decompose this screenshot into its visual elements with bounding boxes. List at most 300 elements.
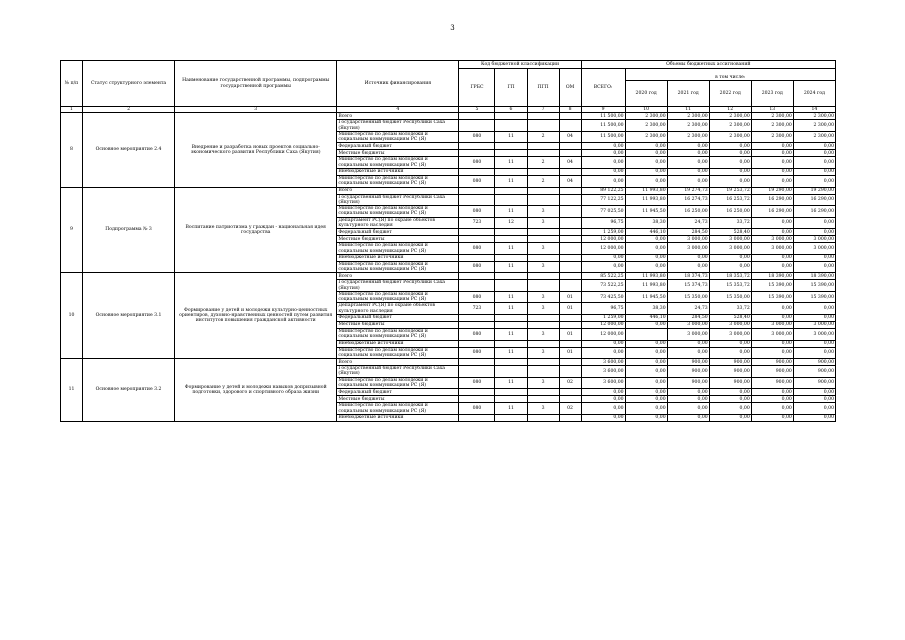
total-value-cell: 0,00 (581, 389, 625, 396)
budget-code-cell: 723 (459, 303, 495, 315)
year-value-cell: 18 374,73 (667, 273, 709, 280)
budget-code-cell: 04 (559, 175, 581, 187)
budget-code-cell (459, 396, 495, 403)
budget-code-cell (459, 280, 495, 292)
total-value-cell: 12 000,00 (581, 329, 625, 341)
year-value-cell: 0,00 (793, 229, 835, 236)
budget-code-cell (495, 414, 527, 421)
column-number: 14 (793, 107, 835, 113)
budget-code-cell (527, 273, 559, 280)
year-value-cell: 3 000,00 (667, 243, 709, 255)
budget-code-cell (527, 389, 559, 396)
funding-source-cell: Внебюджетные источники (337, 340, 459, 347)
budget-code-cell (527, 315, 559, 322)
funding-source-cell: Государственный бюджет Республики Саха (Якутия) (337, 194, 459, 206)
budget-code-cell: 11 (495, 175, 527, 187)
budget-code-cell: 080 (459, 175, 495, 187)
year-value-cell: 0,00 (793, 175, 835, 187)
budget-code-cell (495, 254, 527, 261)
year-value-cell: 0,00 (667, 261, 709, 273)
year-value-cell (625, 329, 667, 341)
program-name-cell: Формирование у детей и молодежи навыков допризывной подготовки, здорового и спортивного образа жизни (175, 359, 337, 422)
budget-code-cell (559, 143, 581, 150)
year-value-cell: 0,00 (625, 340, 667, 347)
budget-code-cell (459, 366, 495, 378)
year-value-cell: 284,50 (667, 229, 709, 236)
year-value-cell: 0,00 (751, 261, 793, 273)
year-value-cell: 900,00 (709, 366, 751, 378)
year-value-cell: 0,00 (667, 414, 709, 421)
funding-source-cell: Внебюджетные источники (337, 414, 459, 421)
budget-code-cell: 11 (495, 347, 527, 359)
year-value-cell: 0,00 (793, 414, 835, 421)
budget-code-cell (495, 168, 527, 175)
year-value-cell: 0,00 (625, 347, 667, 359)
year-value-cell: 0,00 (625, 236, 667, 243)
year-value-cell: 0,00 (751, 303, 793, 315)
year-value-cell: 0,00 (667, 389, 709, 396)
budget-code-cell: 3 (527, 403, 559, 415)
budget-code-cell: 02 (559, 403, 581, 415)
year-value-cell: 2 300,00 (793, 131, 835, 143)
year-value-cell: 0,00 (709, 150, 751, 157)
year-value-cell: 900,00 (751, 359, 793, 366)
total-value-cell: 0,00 (581, 347, 625, 359)
year-value-cell: 3 000,00 (751, 322, 793, 329)
year-value-cell: 0,00 (625, 143, 667, 150)
funding-source-cell: Министерство по делам молодежи и социальным коммуникациям РС (Я) (337, 347, 459, 359)
year-value-cell: 0,00 (667, 347, 709, 359)
budget-code-cell (559, 273, 581, 280)
budget-code-cell (559, 396, 581, 403)
budget-code-cell: 080 (459, 131, 495, 143)
total-value-cell: 12 000,00 (581, 243, 625, 255)
year-value-cell: 0,00 (793, 403, 835, 415)
budget-code-cell: 080 (459, 157, 495, 169)
budget-code-cell (527, 194, 559, 206)
budget-code-cell: 2 (527, 131, 559, 143)
budget-code-cell (495, 143, 527, 150)
funding-source-cell: Местные бюджеты (337, 236, 459, 243)
total-value-cell: 12 000,00 (581, 322, 625, 329)
year-value-cell: 16 290,00 (793, 194, 835, 206)
budget-code-cell (527, 322, 559, 329)
budget-code-cell (559, 168, 581, 175)
year-value-cell: 16 274,73 (667, 194, 709, 206)
budget-code-cell (527, 396, 559, 403)
budget-code-cell (459, 389, 495, 396)
total-value-cell: 73 425,50 (581, 291, 625, 303)
budget-code-cell (559, 322, 581, 329)
year-value-cell: 3 000,00 (667, 329, 709, 341)
year-value-cell: 15 374,73 (667, 280, 709, 292)
year-header: 2024 год (793, 81, 835, 107)
year-value-cell: 0,00 (793, 347, 835, 359)
year-value-cell: 0,00 (667, 254, 709, 261)
year-header: 2020 год (625, 81, 667, 107)
funding-source-cell: Федеральный бюджет (337, 143, 459, 150)
funding-source-cell: Всего (337, 273, 459, 280)
total-value-cell: 0,00 (581, 254, 625, 261)
funding-source-cell: Федеральный бюджет (337, 315, 459, 322)
year-value-cell: 16 253,72 (709, 194, 751, 206)
col-source-header: Источник финансирования (337, 61, 459, 107)
year-value-cell: 0,00 (625, 359, 667, 366)
budget-code-cell: 080 (459, 403, 495, 415)
year-value-cell: 0,00 (793, 303, 835, 315)
budget-code-cell: 11 (495, 261, 527, 273)
year-value-cell: 11 993,80 (625, 280, 667, 292)
funding-source-cell: Министерство по делам молодежи и социальным коммуникациям РС (Я) (337, 206, 459, 218)
column-number: 2 (83, 107, 175, 113)
budget-code-cell (495, 340, 527, 347)
budget-code-cell: 3 (527, 291, 559, 303)
year-value-cell: 18 353,72 (709, 273, 751, 280)
year-value-cell: 24,73 (667, 217, 709, 229)
total-header: ВСЕГО: (581, 69, 625, 107)
year-value-cell: 2 300,00 (793, 113, 835, 120)
year-value-cell: 3 000,00 (793, 236, 835, 243)
total-value-cell: 11 500,00 (581, 120, 625, 132)
funding-source-cell: Всего (337, 187, 459, 194)
year-value-cell: 3 000,00 (709, 243, 751, 255)
budget-code-cell: 080 (459, 377, 495, 389)
year-value-cell: 16 290,00 (751, 194, 793, 206)
row-number-cell: 10 (61, 273, 83, 359)
year-value-cell: 2 300,00 (625, 131, 667, 143)
year-value-cell: 3 000,00 (793, 329, 835, 341)
budget-code-cell (527, 229, 559, 236)
budget-code-cell (559, 187, 581, 194)
year-value-cell: 15 390,00 (751, 280, 793, 292)
budget-code-cell (459, 187, 495, 194)
budget-code-cell (459, 359, 495, 366)
year-value-cell: 2 300,00 (667, 120, 709, 132)
budget-code-cell (559, 120, 581, 132)
total-value-cell: 3 600,00 (581, 359, 625, 366)
table-row (61, 359, 836, 366)
year-value-cell: 16 250,00 (709, 206, 751, 218)
year-value-cell: 0,00 (709, 254, 751, 261)
funding-source-cell: Внебюджетные источники (337, 168, 459, 175)
year-value-cell: 446,10 (625, 315, 667, 322)
funding-source-cell: Местные бюджеты (337, 150, 459, 157)
year-value-cell: 0,00 (751, 389, 793, 396)
total-value-cell: 0,00 (581, 396, 625, 403)
budget-code-cell: 723 (459, 217, 495, 229)
year-value-cell: 19 290,00 (751, 187, 793, 194)
budget-code-cell: 080 (459, 261, 495, 273)
year-value-cell: 0,00 (667, 396, 709, 403)
budget-code-cell (559, 236, 581, 243)
funding-source-cell: Министерство по делам молодежи и социальным коммуникациям РС (Я) (337, 243, 459, 255)
total-value-cell: 89 122,25 (581, 187, 625, 194)
budget-table (60, 60, 836, 422)
year-value-cell: 0,00 (625, 175, 667, 187)
row-number-cell: 9 (61, 187, 83, 273)
year-value-cell: 528,40 (709, 229, 751, 236)
budget-code-cell (459, 120, 495, 132)
year-value-cell: 19 274,73 (667, 187, 709, 194)
column-number: 13 (751, 107, 793, 113)
col-status-header: Статус структурного элемента (83, 61, 175, 107)
year-value-cell: 3 000,00 (709, 322, 751, 329)
budget-code-cell (459, 150, 495, 157)
budget-code-cell (527, 120, 559, 132)
budget-code-cell (527, 168, 559, 175)
year-value-cell: 33,72 (709, 217, 751, 229)
budget-code-cell: 3 (527, 303, 559, 315)
funding-source-cell: Всего (337, 359, 459, 366)
year-value-cell: 0,00 (709, 396, 751, 403)
funding-source-cell: Министерство по делам молодежи и социальным коммуникациям РС (Я) (337, 403, 459, 415)
year-value-cell: 900,00 (709, 359, 751, 366)
page-number: 3 (450, 24, 455, 32)
year-value-cell: 0,00 (625, 396, 667, 403)
year-value-cell: 38,30 (625, 217, 667, 229)
total-value-cell: 96,75 (581, 217, 625, 229)
funding-source-cell: Местные бюджеты (337, 322, 459, 329)
column-number: 10 (625, 107, 667, 113)
budget-code-cell: 3 (527, 377, 559, 389)
year-value-cell: 3 000,00 (751, 243, 793, 255)
funding-source-cell: Внебюджетные источники (337, 254, 459, 261)
budget-code-cell (495, 150, 527, 157)
budget-code-cell: 080 (459, 243, 495, 255)
budget-code-cell (527, 150, 559, 157)
year-header: 2022 год (709, 81, 751, 107)
total-value-cell: 77 025,50 (581, 206, 625, 218)
column-number: 9 (581, 107, 625, 113)
year-value-cell: 0,00 (625, 243, 667, 255)
budget-code-cell (527, 340, 559, 347)
budget-volumes-header: Объемы бюджетных ассигнований (581, 61, 835, 69)
budget-code-cell: 080 (459, 329, 495, 341)
year-value-cell: 0,00 (751, 157, 793, 169)
year-value-cell: 900,00 (793, 359, 835, 366)
year-value-cell: 0,00 (709, 261, 751, 273)
budget-code-cell (459, 315, 495, 322)
funding-source-cell: Государственный бюджет Республики Саха (Якутия) (337, 280, 459, 292)
budget-code-cell: 080 (459, 291, 495, 303)
status-cell: Основное мероприятие 2.4 (83, 113, 175, 187)
year-value-cell: 16 250,00 (667, 206, 709, 218)
budget-code-cell (495, 194, 527, 206)
year-value-cell: 0,00 (793, 261, 835, 273)
year-value-cell: 0,00 (625, 150, 667, 157)
budget-code-cell: 01 (559, 347, 581, 359)
year-value-cell: 3 000,00 (667, 322, 709, 329)
budget-code-cell (495, 366, 527, 378)
total-value-cell: 85 522,25 (581, 273, 625, 280)
year-value-cell: 0,00 (667, 143, 709, 150)
budget-code-cell (459, 340, 495, 347)
year-value-cell: 24,73 (667, 303, 709, 315)
table-row (61, 113, 836, 120)
total-value-cell: 77 122,25 (581, 194, 625, 206)
year-value-cell: 15 390,00 (751, 291, 793, 303)
year-value-cell: 15 350,00 (709, 291, 751, 303)
year-value-cell: 3 000,00 (709, 329, 751, 341)
column-number: 3 (175, 107, 337, 113)
year-value-cell: 38,30 (625, 303, 667, 315)
year-value-cell: 16 290,00 (793, 206, 835, 218)
year-value-cell: 15 350,00 (667, 291, 709, 303)
status-cell: Подпрограмма № 3 (83, 187, 175, 273)
year-value-cell: 2 300,00 (751, 120, 793, 132)
budget-code-cell: 01 (559, 329, 581, 341)
budget-code-cell (459, 194, 495, 206)
year-value-cell: 0,00 (709, 389, 751, 396)
budget-code-cell: 11 (495, 243, 527, 255)
budget-code-cell (527, 359, 559, 366)
total-value-cell: 11 500,00 (581, 113, 625, 120)
budget-code-cell: 2 (527, 157, 559, 169)
budget-code-cell (559, 261, 581, 273)
year-value-cell: 0,00 (667, 403, 709, 415)
budget-code-cell (527, 113, 559, 120)
year-value-cell: 2 300,00 (793, 120, 835, 132)
total-value-cell: 3 600,00 (581, 366, 625, 378)
year-value-cell: 0,00 (625, 389, 667, 396)
budget-code-cell (559, 229, 581, 236)
budget-code-cell (495, 229, 527, 236)
year-header: 2021 год (667, 81, 709, 107)
col-num-header: № п/п (61, 61, 83, 107)
year-value-cell: 446,10 (625, 229, 667, 236)
column-number: 1 (61, 107, 83, 113)
total-value-cell: 0,00 (581, 414, 625, 421)
budget-code-cell (559, 254, 581, 261)
total-value-cell: 0,00 (581, 143, 625, 150)
budget-code-cell: 11 (495, 377, 527, 389)
budget-code-cell (495, 187, 527, 194)
year-value-cell: 0,00 (751, 254, 793, 261)
budget-code-cell (527, 280, 559, 292)
pgp-header: ПГП (527, 69, 559, 107)
budget-code-cell: 01 (559, 303, 581, 315)
year-value-cell: 3 000,00 (667, 236, 709, 243)
funding-source-cell: Департамент РС(Я) по охране объектов культурного наследия (337, 217, 459, 229)
year-value-cell: 0,00 (793, 396, 835, 403)
funding-source-cell: Министерство по делам молодежи и социальным коммуникациям РС (Я) (337, 377, 459, 389)
year-header: 2023 год (751, 81, 793, 107)
year-value-cell: 0,00 (751, 150, 793, 157)
year-value-cell: 18 390,00 (793, 273, 835, 280)
total-value-cell: 0,00 (581, 175, 625, 187)
year-value-cell: 16 290,00 (751, 206, 793, 218)
year-value-cell: 900,00 (751, 377, 793, 389)
funding-source-cell: Федеральный бюджет (337, 389, 459, 396)
total-value-cell: 0,00 (581, 403, 625, 415)
year-value-cell: 3 000,00 (751, 236, 793, 243)
budget-code-cell (459, 273, 495, 280)
budget-code-cell (459, 254, 495, 261)
year-value-cell: 2 300,00 (667, 113, 709, 120)
year-value-cell: 15 390,00 (793, 280, 835, 292)
budget-code-cell: 11 (495, 329, 527, 341)
year-value-cell: 900,00 (709, 377, 751, 389)
budget-code-cell (495, 273, 527, 280)
funding-source-cell: Министерство по делам молодежи и социальным коммуникациям РС (Я) (337, 157, 459, 169)
year-value-cell: 0,00 (667, 157, 709, 169)
budget-code-cell (559, 217, 581, 229)
year-value-cell: 2 300,00 (751, 113, 793, 120)
budget-code-cell: 12 (495, 217, 527, 229)
row-number-cell: 8 (61, 113, 83, 187)
year-value-cell: 0,00 (793, 254, 835, 261)
year-value-cell: 2 300,00 (751, 131, 793, 143)
budget-code-cell (559, 389, 581, 396)
year-value-cell: 0,00 (709, 143, 751, 150)
budget-code-cell: 3 (527, 329, 559, 341)
program-name-cell: Внедрение и разработка новых проектов социально-экономического развития Республики Саха (Якутия) (175, 113, 337, 187)
budget-code-cell (527, 236, 559, 243)
year-value-cell: 0,00 (709, 157, 751, 169)
budget-code-cell (527, 254, 559, 261)
year-value-cell: 0,00 (793, 168, 835, 175)
budget-code-cell: 01 (559, 291, 581, 303)
year-value-cell: 0,00 (709, 340, 751, 347)
year-value-cell: 0,00 (751, 414, 793, 421)
budget-code-cell: 11 (495, 131, 527, 143)
budget-code-cell (527, 187, 559, 194)
year-value-cell: 0,00 (709, 403, 751, 415)
funding-source-cell: Местные бюджеты (337, 396, 459, 403)
year-value-cell: 0,00 (751, 217, 793, 229)
year-value-cell: 2 300,00 (667, 131, 709, 143)
year-value-cell: 0,00 (751, 175, 793, 187)
total-value-cell: 73 522,25 (581, 280, 625, 292)
om-header: ОМ (559, 69, 581, 107)
year-value-cell: 284,50 (667, 315, 709, 322)
budget-code-cell (459, 113, 495, 120)
year-value-cell: 900,00 (751, 366, 793, 378)
funding-source-cell: Всего (337, 113, 459, 120)
budget-code-cell (559, 150, 581, 157)
column-number: 11 (667, 107, 709, 113)
year-value-cell: 0,00 (625, 254, 667, 261)
year-value-cell: 2 300,00 (709, 120, 751, 132)
year-value-cell: 900,00 (667, 366, 709, 378)
budget-code-header: Код бюджетной классификации (459, 61, 581, 69)
budget-code-cell (459, 229, 495, 236)
column-number: 4 (337, 107, 459, 113)
column-number: 5 (459, 107, 495, 113)
year-value-cell: 18 390,00 (751, 273, 793, 280)
funding-source-cell: Министерство по делам молодежи и социальным коммуникациям РС (Я) (337, 175, 459, 187)
year-value-cell: 0,00 (625, 414, 667, 421)
budget-code-cell: 080 (459, 347, 495, 359)
year-value-cell: 0,00 (625, 403, 667, 415)
total-value-cell: 0,00 (581, 261, 625, 273)
budget-code-cell (459, 168, 495, 175)
year-value-cell: 528,40 (709, 315, 751, 322)
budget-code-cell (495, 236, 527, 243)
year-value-cell: 0,00 (667, 340, 709, 347)
budget-code-cell: 3 (527, 206, 559, 218)
budget-code-cell (559, 113, 581, 120)
budget-code-cell (495, 280, 527, 292)
budget-code-cell: 3 (527, 261, 559, 273)
year-value-cell: 0,00 (751, 229, 793, 236)
year-value-cell: 0,00 (709, 175, 751, 187)
column-number: 6 (495, 107, 527, 113)
budget-code-cell (459, 322, 495, 329)
budget-code-cell: 2 (527, 175, 559, 187)
year-value-cell: 2 300,00 (625, 120, 667, 132)
year-value-cell: 0,00 (793, 157, 835, 169)
